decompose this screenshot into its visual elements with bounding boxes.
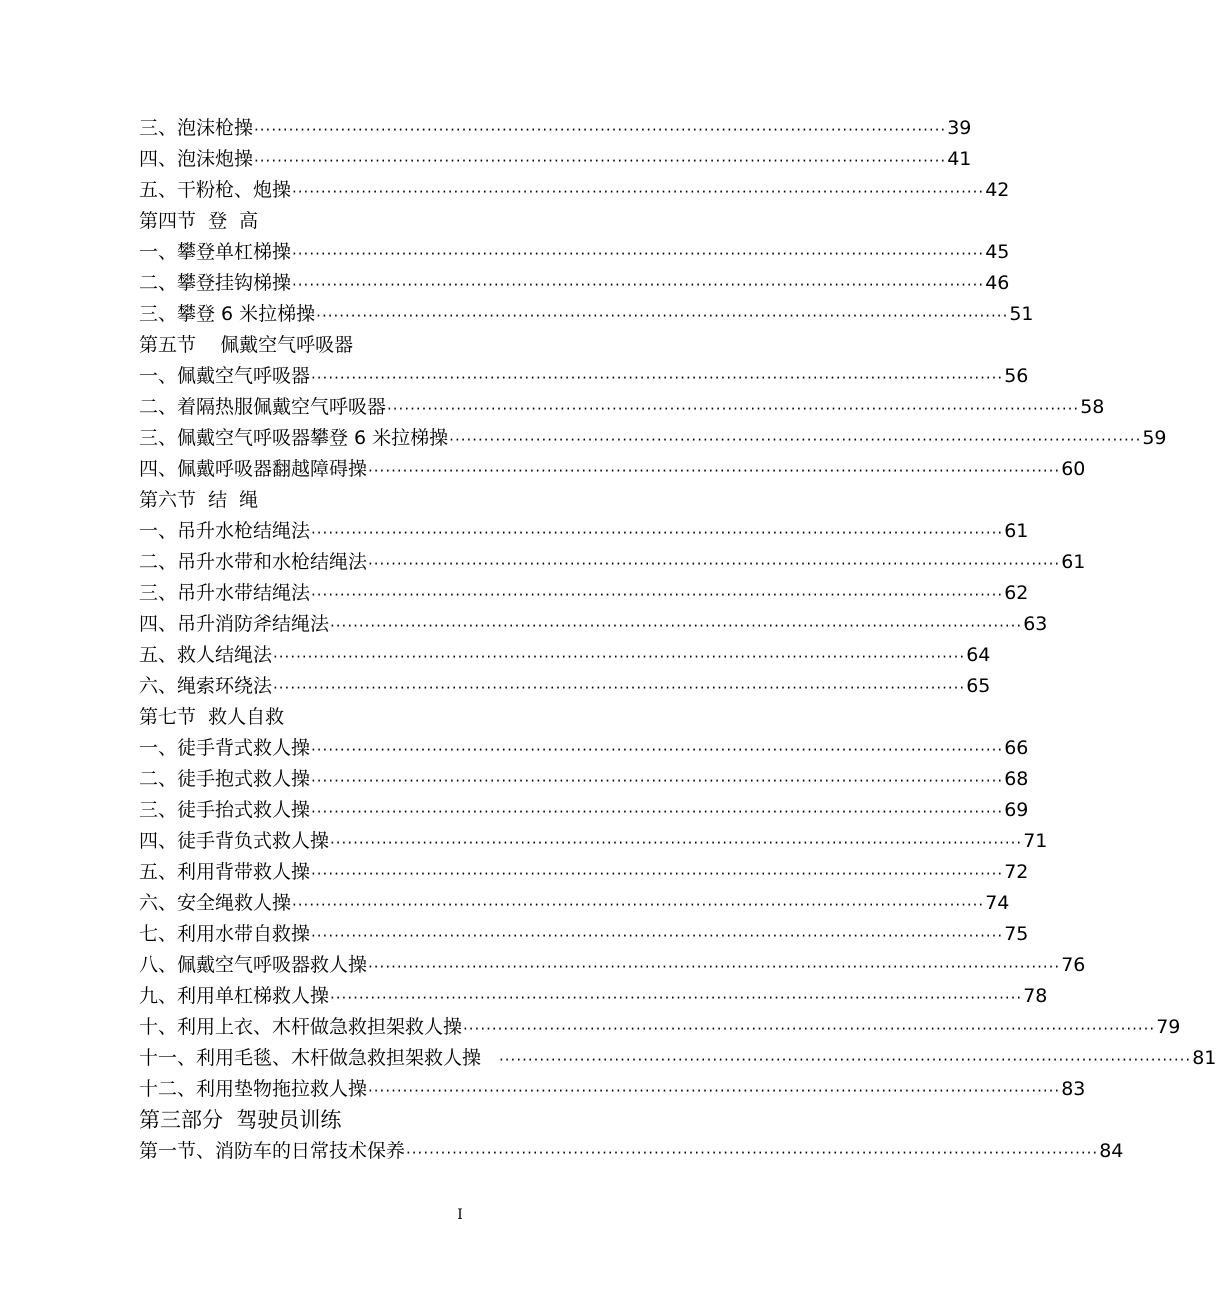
toc-entry-title: 九、利用单杠梯救人操: [139, 985, 330, 1007]
leader-dots: ························································································································: [292, 276, 985, 294]
toc-entry: [139, 795, 1029, 826]
toc-entry-page: 66: [1004, 737, 1029, 759]
toc-entry: [139, 578, 1029, 609]
toc-entry-page: 63: [1023, 613, 1048, 635]
leader-dots: ························································································································: [499, 1051, 1192, 1069]
toc-part-heading: [139, 1105, 785, 1136]
toc-entry: [139, 609, 1048, 640]
toc-entry-page: 75: [1004, 923, 1029, 945]
leader-dots: ························································································································: [292, 183, 985, 201]
toc-entry: [139, 857, 1029, 888]
toc-entry-page: 81: [1192, 1047, 1216, 1069]
section-title: 第七节 救人自救: [139, 706, 285, 728]
leader-dots: ························································································································: [311, 524, 1004, 542]
leader-dots: ························································································································: [292, 896, 985, 914]
leader-dots: ························································································································: [387, 400, 1080, 418]
part-title: 第三部分 驾驶员训练: [139, 1108, 342, 1132]
toc-entry: [139, 1043, 1216, 1074]
toc-entry-title: 五、救人结绳法: [139, 644, 273, 666]
toc-entry: [139, 392, 1105, 423]
toc-entry-title: 四、徒手背负式救人操: [139, 830, 330, 852]
toc-entry-page: 64: [966, 644, 991, 666]
toc-entry-page: 51: [1009, 303, 1034, 325]
toc-entry-title: 三、吊升水带结绳法: [139, 582, 311, 604]
toc-entry-title: 二、吊升水带和水枪结绳法: [139, 551, 368, 573]
toc-entry: [139, 113, 972, 144]
leader-dots: ························································································································: [330, 989, 1023, 1007]
leader-dots: ························································································································: [254, 152, 947, 170]
toc-entry: [139, 671, 991, 702]
toc-entry: [139, 640, 991, 671]
toc-entry: [139, 764, 1029, 795]
toc-entry-title: 一、吊升水枪结绳法: [139, 520, 311, 542]
toc-entry: [139, 423, 1167, 454]
toc-entry-title: 一、佩戴空气呼吸器: [139, 365, 311, 387]
leader-dots: ························································································································: [311, 586, 1004, 604]
leader-dots: ························································································································: [406, 1144, 1099, 1162]
leader-dots: ························································································································: [368, 1082, 1061, 1100]
toc-entry: [139, 919, 1029, 950]
toc-entry: [139, 144, 972, 175]
leader-dots: ························································································································: [292, 245, 985, 263]
toc-entry-page: 65: [966, 675, 991, 697]
toc-entry: [139, 516, 1029, 547]
toc-entry-title: 四、吊升消防斧结绳法: [139, 613, 330, 635]
section-title: 第五节 佩戴空气呼吸器: [139, 334, 354, 356]
toc-entry-page: 41: [947, 148, 972, 170]
toc-entry-page: 46: [985, 272, 1010, 294]
toc-entry: [139, 175, 1010, 206]
page-number: I: [457, 1207, 463, 1223]
toc-entry: [139, 237, 1010, 268]
toc-entry-page: 83: [1061, 1078, 1086, 1100]
toc-entry-page: 56: [1004, 365, 1029, 387]
toc-entry-page: 78: [1023, 985, 1048, 1007]
leader-dots: ························································································································: [311, 803, 1004, 821]
leader-dots: ························································································································: [368, 958, 1061, 976]
toc-entry: [139, 950, 1086, 981]
toc-section-heading: [139, 485, 785, 516]
toc-entry-title: 一、攀登单杠梯操: [139, 241, 292, 263]
toc-entry-title: 三、泡沫枪操: [139, 117, 254, 139]
table-of-contents: [139, 113, 1216, 1167]
toc-entry: [139, 454, 1086, 485]
leader-dots: ························································································································: [330, 834, 1023, 852]
leader-dots: ························································································································: [368, 462, 1061, 480]
toc-entry-page: 61: [1004, 520, 1029, 542]
toc-entry: [139, 361, 1029, 392]
toc-entry-page: 74: [985, 892, 1010, 914]
toc-entry: [139, 826, 1048, 857]
toc-entry: [139, 1136, 1124, 1167]
section-title: 第四节 登 高: [139, 210, 259, 232]
toc-entry: [139, 268, 1010, 299]
toc-entry-page: 62: [1004, 582, 1029, 604]
toc-entry: [139, 299, 1034, 330]
toc-entry-title: 四、泡沫炮操: [139, 148, 254, 170]
toc-entry: [139, 981, 1048, 1012]
toc-entry-title: 三、徒手抬式救人操: [139, 799, 311, 821]
toc-entry-page: 60: [1061, 458, 1086, 480]
toc-entry-title: 二、徒手抱式救人操: [139, 768, 311, 790]
toc-entry-title: 三、攀登 6 米拉梯操: [139, 303, 316, 325]
leader-dots: ························································································································: [311, 865, 1004, 883]
toc-entry-page: 59: [1142, 427, 1167, 449]
leader-dots: ························································································································: [254, 121, 947, 139]
toc-entry-title: 四、佩戴呼吸器翻越障碍操: [139, 458, 368, 480]
toc-entry-title: 六、安全绳救人操: [139, 892, 292, 914]
leader-dots: ························································································································: [316, 307, 1009, 325]
toc-entry-page: 79: [1156, 1016, 1181, 1038]
leader-dots: ························································································································: [330, 617, 1023, 635]
toc-entry-page: 61: [1061, 551, 1086, 573]
toc-entry-page: 45: [985, 241, 1010, 263]
toc-entry-title: 六、绳索环绕法: [139, 675, 273, 697]
leader-dots: ························································································································: [311, 927, 1004, 945]
toc-entry-title: 第一节、消防车的日常技术保养: [139, 1140, 406, 1162]
toc-entry: [139, 547, 1086, 578]
toc-entry-page: 58: [1080, 396, 1105, 418]
toc-entry-title: 十一、利用毛毯、木杆做急救担架救人操: [139, 1047, 482, 1069]
leader-dots: ························································································································: [449, 431, 1142, 449]
toc-entry-title: 十二、利用垫物拖拉救人操: [139, 1078, 368, 1100]
toc-entry-title: 二、着隔热服佩戴空气呼吸器: [139, 396, 387, 418]
leader-dots: ························································································································: [463, 1020, 1156, 1038]
toc-entry-page: 72: [1004, 861, 1029, 883]
toc-entry: [139, 888, 1010, 919]
leader-dots: ························································································································: [311, 772, 1004, 790]
toc-entry: [139, 733, 1029, 764]
toc-entry-title: 十、利用上衣、木杆做急救担架救人操: [139, 1016, 463, 1038]
leader-dots: ························································································································: [273, 648, 966, 666]
toc-entry-title: 五、干粉枪、炮操: [139, 179, 292, 201]
toc-entry-page: 39: [947, 117, 972, 139]
toc-section-heading: [139, 330, 785, 361]
toc-entry-title: 二、攀登挂钩梯操: [139, 272, 292, 294]
toc-entry: [139, 1074, 1086, 1105]
toc-entry-page: 68: [1004, 768, 1029, 790]
toc-entry-page: 84: [1099, 1140, 1124, 1162]
toc-entry-page: 69: [1004, 799, 1029, 821]
leader-dots: ························································································································: [311, 369, 1004, 387]
toc-entry-title: 八、佩戴空气呼吸器救人操: [139, 954, 368, 976]
toc-entry-page: 42: [985, 179, 1010, 201]
toc-entry-page: 76: [1061, 954, 1086, 976]
toc-entry-title: 三、佩戴空气呼吸器攀登 6 米拉梯操: [139, 427, 449, 449]
toc-entry-page: 71: [1023, 830, 1048, 852]
leader-dots: ························································································································: [368, 555, 1061, 573]
section-title: 第六节 结 绳: [139, 489, 259, 511]
leader-dots: ························································································································: [311, 741, 1004, 759]
toc-entry-title: 一、徒手背式救人操: [139, 737, 311, 759]
toc-section-heading: [139, 206, 785, 237]
leader-dots: ························································································································: [273, 679, 966, 697]
toc-entry: [139, 1012, 1181, 1043]
toc-section-heading: [139, 702, 785, 733]
toc-entry-title: 五、利用背带救人操: [139, 861, 311, 883]
toc-entry-title: 七、利用水带自救操: [139, 923, 311, 945]
